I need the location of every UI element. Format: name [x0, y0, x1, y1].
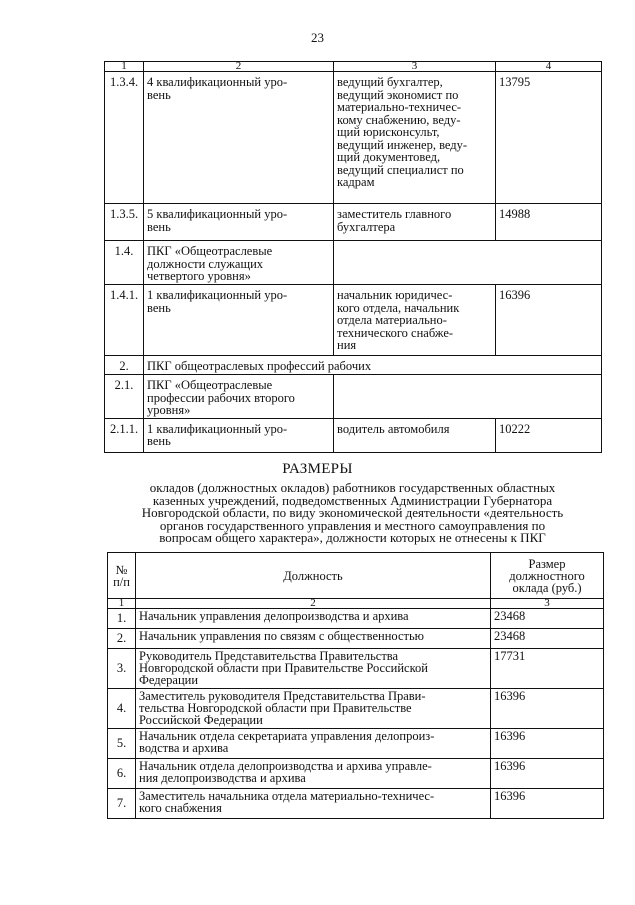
qualification-group: ПКГ общеотраслевых профессий рабочих	[144, 356, 602, 375]
row-number: 7.	[108, 789, 136, 819]
row-number: 1.	[108, 609, 136, 629]
table-row	[105, 241, 602, 285]
row-number: 1.4.1.	[105, 285, 144, 356]
table-row	[105, 418, 602, 452]
table-row	[105, 285, 602, 356]
row-number: 3.	[108, 649, 136, 689]
row-number: 4.	[108, 689, 136, 729]
position-title: Начальник отдела секретариата управления делопроиз- водства и архива	[136, 729, 491, 759]
table-row	[108, 729, 604, 759]
row-number: 2.1.1.	[105, 418, 144, 452]
salary-value: 16396	[491, 689, 604, 729]
header-salary: Размер должностного оклада (руб.)	[491, 553, 604, 599]
position-title: Заместитель начальника отдела материально-техничес- кого снабжения	[136, 789, 491, 819]
column-number: 4	[496, 62, 602, 72]
salary-value: 17731	[491, 649, 604, 689]
table-row	[105, 375, 602, 419]
table-row	[105, 72, 602, 204]
position-title: Начальник управления делопроизводства и архива	[136, 609, 491, 629]
column-number: 1	[105, 62, 144, 72]
table-column-numbers	[108, 599, 604, 609]
row-number: 1.3.4.	[105, 72, 144, 204]
qualification-group: ПКГ «Общеотраслевые должности служащих четвертого уровня»	[144, 241, 334, 285]
salary-table	[107, 552, 604, 819]
table-row	[108, 609, 604, 629]
table-row	[105, 356, 602, 375]
row-number: 5.	[108, 729, 136, 759]
row-number: 6.	[108, 759, 136, 789]
position-title: Начальник отдела делопроизводства и архива управле- ния делопроизводства и архива	[136, 759, 491, 789]
salary-value: 23468	[491, 629, 604, 649]
empty-cell	[334, 241, 602, 285]
row-number: 1.4.	[105, 241, 144, 285]
header-number: № п/п	[108, 553, 136, 599]
empty-cell	[334, 375, 602, 419]
qualification-group: 5 квалификационный уро- вень	[144, 204, 334, 241]
column-number: 2	[144, 62, 334, 72]
positions-table-continued	[104, 61, 602, 453]
section-subtitle: окладов (должностных окладов) работников государственных областных казенных учреждений, подведомственных Администрации Губернатора Новгородской области, по виду экономической деятельности «деятельность органов государственного управления и местного самоуправления по вопросам общего характера», должности которых не отнесены к ПКГ	[141, 480, 564, 545]
position-title: ведущий бухгалтер, ведущий экономист по материально-техничес- кому снабжению, веду- щий юрисконсульт, ведущий инженер, веду- щий документовед, ведущий специалист по кадрам	[334, 72, 496, 204]
row-number: 2.	[108, 629, 136, 649]
table-row	[108, 629, 604, 649]
position-title: Руководитель Представительства Правительства Новгородской области при Правительстве Российской Федерации	[136, 649, 491, 689]
row-number: 1.3.5.	[105, 204, 144, 241]
qualification-group: 4 квалификационный уро- вень	[144, 72, 334, 204]
qualification-group: 1 квалификационный уро- вень	[144, 285, 334, 356]
salary-value: 14988	[496, 204, 602, 241]
table-row	[108, 789, 604, 819]
column-number: 2	[136, 599, 491, 609]
table-row	[108, 689, 604, 729]
salary-value: 16396	[491, 759, 604, 789]
position-title: Заместитель руководителя Представительства Прави- тельства Новгородской области при Правительстве Российской Федерации	[136, 689, 491, 729]
table-row	[108, 649, 604, 689]
row-number: 2.1.	[105, 375, 144, 419]
column-number: 1	[108, 599, 136, 609]
table-row	[105, 204, 602, 241]
position-title: начальник юридичес- кого отдела, начальник отдела материально- технического снабже- ния	[334, 285, 496, 356]
position-title: заместитель главного бухгалтера	[334, 204, 496, 241]
salary-value: 16396	[491, 729, 604, 759]
salary-value: 16396	[491, 789, 604, 819]
salary-value: 16396	[496, 285, 602, 356]
table-header	[108, 553, 604, 599]
page-number: 23	[311, 30, 324, 45]
table-column-numbers	[105, 62, 602, 72]
table-row	[108, 759, 604, 789]
column-number: 3	[491, 599, 604, 609]
header-position: Должность	[136, 553, 491, 599]
position-title: водитель автомобиля	[334, 418, 496, 452]
position-title: Начальник управления по связям с общественностью	[136, 629, 491, 649]
row-number: 2.	[105, 356, 144, 375]
salary-value: 23468	[491, 609, 604, 629]
section-title: РАЗМЕРЫ	[282, 461, 353, 477]
qualification-group: 1 квалификационный уро- вень	[144, 418, 334, 452]
qualification-group: ПКГ «Общеотраслевые профессии рабочих второго уровня»	[144, 375, 334, 419]
salary-value: 10222	[496, 418, 602, 452]
column-number: 3	[334, 62, 496, 72]
salary-value: 13795	[496, 72, 602, 204]
